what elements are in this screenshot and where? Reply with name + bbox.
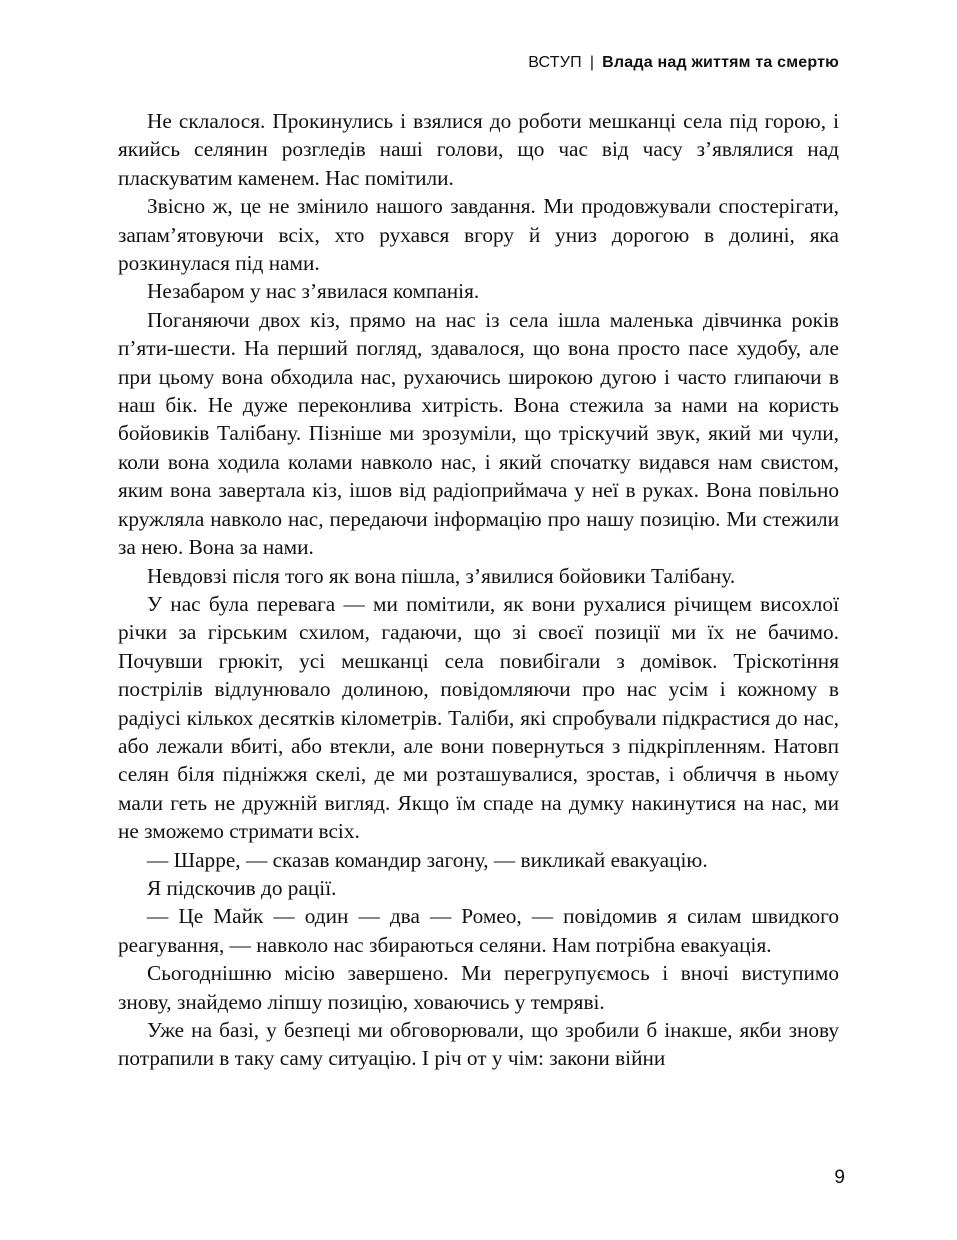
paragraph: Невдовзі після того як вона пішла, з’явилися бойовики Талібану. bbox=[147, 563, 736, 588]
running-header bbox=[528, 54, 839, 72]
paragraph: Не склалося. Прокинулись і взялися до роботи мешканці села під горою, і якийсь селянин розгледів наші голови, що час від часу з’являлися над пласкуватим каменем. Нас помітили. bbox=[118, 109, 839, 190]
paragraph: Звісно ж, це не змінило нашого завдання. Ми продовжували спостерігати, запам’ятовуючи всіх, хто рухався вгору й униз дорогою в долині, яка розкинулася під нами. bbox=[118, 194, 839, 276]
page-number: 9 bbox=[834, 1167, 845, 1188]
paragraph: Поганяючи двох кіз, прямо на нас із села ішла маленька дівчинка років п’яти-шести. На перший погляд, здавалося, що вона просто пасе худобу, але при цьому вона обходила нас, рухаючись широкою дугою і часто глипаючи в наш бік. Не дуже переконлива хитрість. Вона стежила за нами на користь бойовиків Талібану. Пізніше ми зрозуміли, що тріскучий звук, який ми чули, коли вона ходила колами навколо нас, і який спочатку видався нам свистом, яким вона завертала кіз, ішов від радіоприймача у неї в руках. Вона повільно кружляла навколо нас, передаючи інформацію про нашу позицію. Ми стежили за нею. Вона за нами. bbox=[118, 307, 839, 560]
paragraph: Сьогоднішню місію завершено. Ми перегрупуємось і вночі виступимо знову, знайдемо ліпшу позицію, ховаючись у темряві. bbox=[118, 961, 839, 1014]
body-text bbox=[118, 107, 839, 1073]
paragraph: У нас була перевага — ми помітили, як вони рухалися річищем висохлої річки за гірським схилом, гадаючи, що зі своєї позиції ми їх не бачимо. Почувши грюкіт, усі мешканці села повибігали з домівок. Тріскотіння пострілів відлунювало долиною, повідомляючи про нас усім і кожному в радіусі кількох десятків кілометрів. Таліби, які спробували підкрастися до нас, або лежали вбиті, або втекли, але вони повернуться з підкріпленням. Натовп селян біля підніжжя скелі, де ми розташувалися, зростав, і обличчя в ньому мали геть не дружній вигляд. Якщо їм спаде на думку накинутися на нас, ми не зможемо стримати всіх. bbox=[118, 591, 839, 844]
paragraph: Незабаром у нас з’явилася компанія. bbox=[147, 279, 480, 304]
paragraph: Уже на базі, у безпеці ми обговорювали, що зробили б інакше, якби знову потрапили в таку саму ситуацію. І річ от у чім: закони війни bbox=[118, 1018, 839, 1071]
header-section: ВСТУП bbox=[528, 54, 582, 71]
paragraph: — Це Майк — один — два — Ромео, — повідомив я силам швидкого реагування, — навколо нас збираються селяни. Нам потрібна евакуація. bbox=[118, 904, 839, 957]
header-separator: | bbox=[589, 54, 595, 71]
header-title: Влада над життям та смертю bbox=[602, 54, 839, 71]
paragraph: — Шарре, — сказав командир загону, — викликай евакуацію. bbox=[147, 847, 708, 872]
paragraph: Я підскочив до рації. bbox=[147, 875, 337, 900]
